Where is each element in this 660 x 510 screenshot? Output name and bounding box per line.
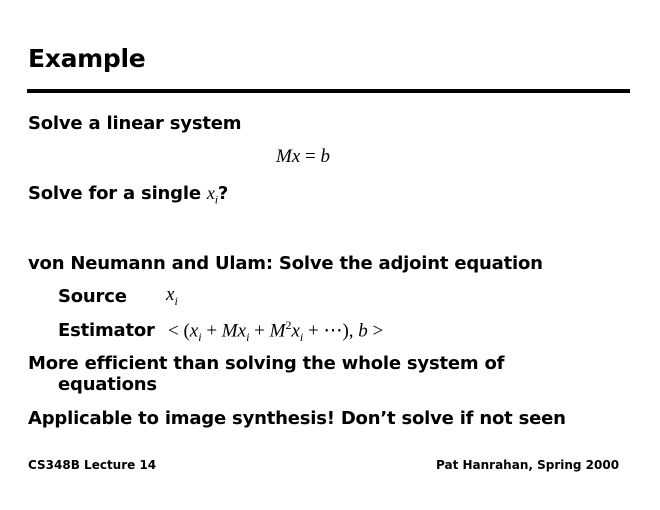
bullet-efficient-line2: equations bbox=[58, 374, 157, 395]
footer-lecture: CS348B Lecture 14 bbox=[28, 458, 157, 472]
slide-title: Example bbox=[28, 44, 146, 73]
equation-mx-equals-b: Mx = b bbox=[276, 146, 330, 167]
estimator-label: Estimator bbox=[58, 320, 155, 341]
source-var: x bbox=[166, 284, 175, 305]
source-sub: i bbox=[174, 293, 178, 308]
bullet-efficient-line1: More efficient than solving the whole system of bbox=[28, 353, 505, 374]
source-equation bbox=[166, 284, 178, 309]
title-divider bbox=[27, 89, 630, 93]
footer-author: Pat Hanrahan, Spring 2000 bbox=[436, 458, 620, 472]
variable-x: x bbox=[206, 183, 215, 203]
bullet-linear-system: Solve a linear system bbox=[28, 113, 242, 134]
variable-subscript: i bbox=[214, 192, 218, 207]
question-mark: ? bbox=[217, 183, 229, 204]
bullet-von-neumann: von Neumann and Ulam: Solve the adjoint equation bbox=[28, 253, 543, 274]
bullet-image-synthesis: Applicable to image synthesis! Don’t solve if not seen bbox=[28, 408, 566, 429]
bullet-single-xi bbox=[28, 183, 228, 208]
estimator-equation: < ($x_i + Mx_i + M^2x_i$ + ⋯), b > bbox=[168, 318, 384, 345]
bullet-single-xi-text: Solve for a single bbox=[28, 183, 201, 204]
source-label: Source bbox=[58, 286, 127, 307]
